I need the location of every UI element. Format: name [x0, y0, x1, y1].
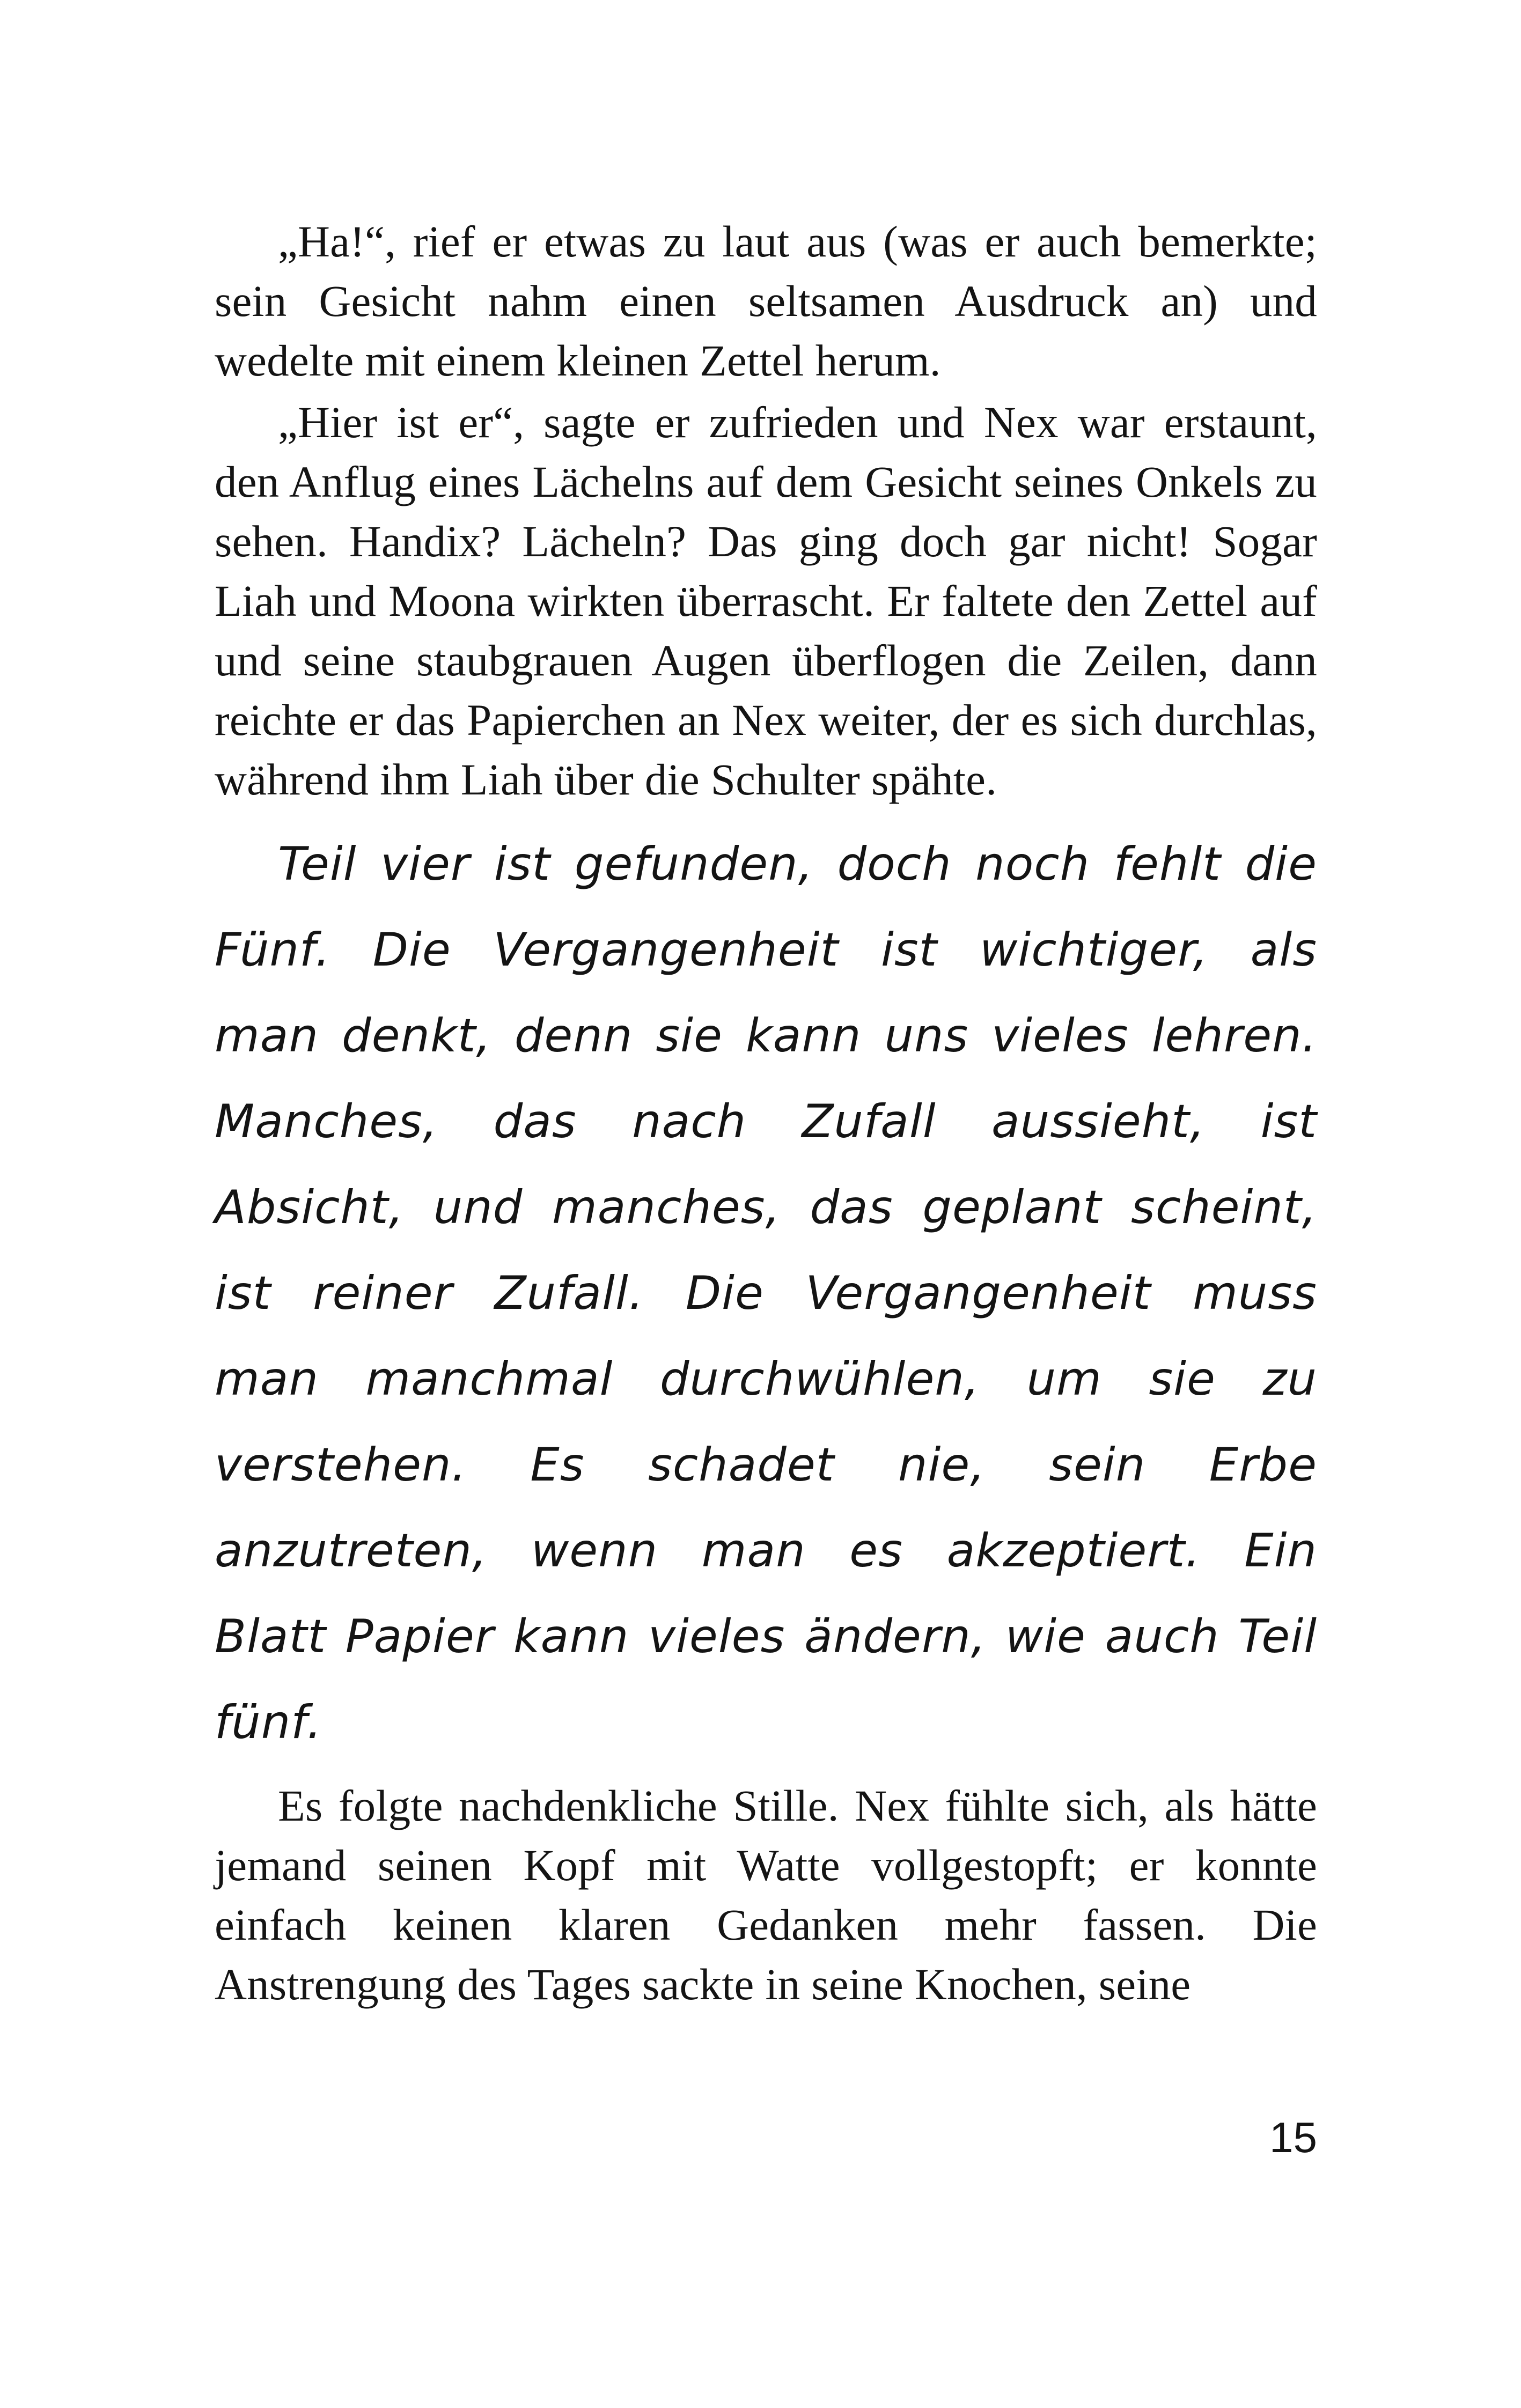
page-number: 15	[1269, 2114, 1317, 2161]
handwritten-note: Teil vier ist gefunden, doch noch fehlt die Fünf. Die Vergangenheit ist wichtiger, als man denkt, denn sie kann uns vieles lehren. Manches, das nach Zufall aussieht, ist Absicht, und manches, das geplant scheint, ist reiner Zufall. Die Vergangenheit muss man manchmal durchwühlen, um sie zu verstehen. Es schadet nie, sein Erbe anzutreten, wenn man es akzeptiert. Ein Blatt Papier kann vieles ändern, wie auch Teil fünf.	[215, 837, 1317, 1749]
paragraph: „Ha!“, rief er etwas zu laut aus (was er auch bemerkte; sein Gesicht nahm einen seltsamen Ausdruck an) und wedelte mit einem kleinen Zettel herum.	[215, 217, 1317, 385]
page-body	[215, 212, 1317, 2016]
paragraph: Es folgte nachdenkliche Stille. Nex fühlte sich, als hätte jemand seinen Kopf mit Watte vollgestopft; er konnte einfach keinen klaren Gedanken mehr fassen. Die Anstrengung des Tages sackte in seine Knochen, seine	[215, 1781, 1317, 2009]
paragraph: „Hier ist er“, sagte er zufrieden und Nex war erstaunt, den Anflug eines Lächelns auf dem Gesicht seines Onkels zu sehen. Handix? Lächeln? Das ging doch gar nicht! Sogar Liah und Moona wirkten überrascht. Er faltete den Zettel auf und seine staubgrauen Augen überflogen die Zeilen, dann reichte er das Papierchen an Nex weiter, der es sich durchlas, während ihm Liah über die Schulter spähte.	[215, 397, 1317, 804]
